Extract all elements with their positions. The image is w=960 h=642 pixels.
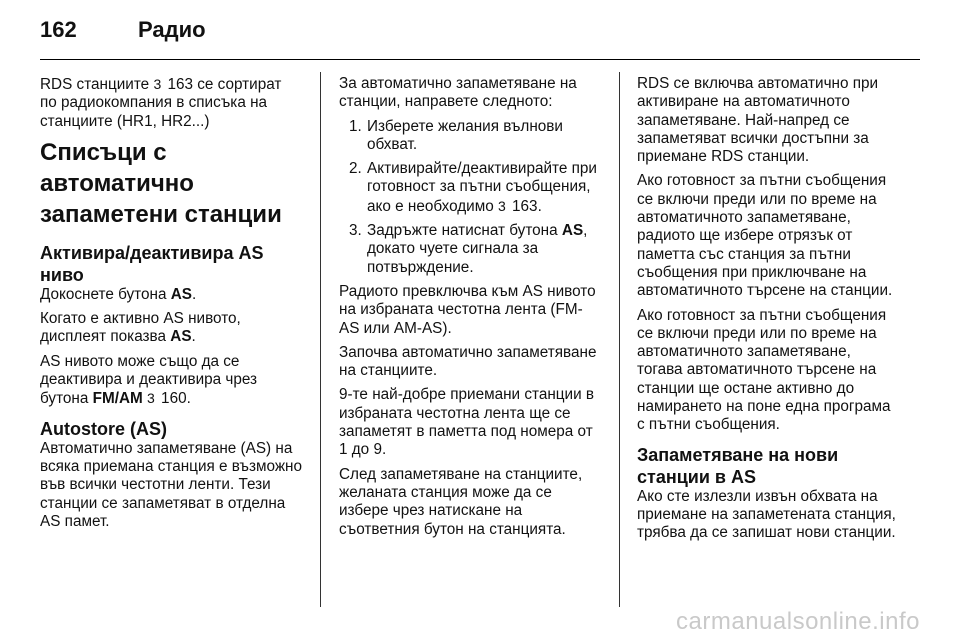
page-reference-icon: 3 (153, 76, 162, 92)
paragraph (339, 283, 601, 338)
text-run: AS нивото може също да се деактивира и деактивира чрез бутона (40, 352, 258, 408)
list-item-number: 2. (349, 160, 362, 178)
watermark-text: carmanualsonline.info (676, 608, 920, 635)
paragraph (339, 75, 601, 112)
button-label: FM/AM (92, 390, 143, 408)
text-run: Започва автоматично запаметяване на станциите. (339, 343, 597, 380)
text-run: 163. (507, 197, 542, 215)
subsection-heading: Активира/деактивира AS ниво (40, 242, 264, 285)
paragraph (40, 440, 302, 531)
text-run: , докато чуете сигнала за потвърждение. (367, 222, 588, 276)
text-run: Автоматично запаметяване (AS) на всяка приемана станция е възможно във всички честотни ленти. Тези станции се запаметяват в отделна AS памет. (40, 439, 303, 530)
text-column-2 (339, 75, 601, 545)
list-item-number: 1. (349, 117, 362, 135)
text-run: Радиото превключва към AS нивото на избраната честотна лента (FM-AS или AM-AS). (339, 282, 596, 337)
text-column-3 (637, 75, 899, 549)
text-run: RDS станциите (40, 76, 154, 93)
text-run: . (191, 285, 197, 303)
text-run: Докоснете бутона (40, 285, 171, 303)
list-item (339, 222, 601, 277)
paragraph (637, 488, 899, 543)
subsection-heading: Autostore (AS) (40, 418, 167, 439)
text-run: Ако сте излезли извън обхвата на приемане на запаметената станция, трябва да се запишат нови станции. (637, 487, 896, 542)
paragraph (339, 344, 601, 381)
page-reference-icon: 3 (147, 390, 155, 407)
column-divider (320, 72, 321, 607)
text-run: За автоматично запаметяване на станции, направете следното: (339, 75, 577, 111)
list-item-number: 3. (349, 222, 362, 240)
text-run: Когато е активно AS нивото, дисплеят показва (40, 310, 241, 346)
paragraph (339, 466, 601, 539)
page-reference-icon: 3 (498, 197, 506, 214)
subsection-heading: Запаметяване на нови станции в AS (637, 444, 839, 487)
paragraph (339, 386, 601, 459)
list-item (339, 118, 601, 155)
text-run: . (191, 328, 196, 346)
section-heading: Списъци с автоматично запаметени станции (40, 138, 282, 228)
paragraph (40, 353, 302, 409)
paragraph (40, 310, 302, 347)
paragraph (637, 172, 899, 300)
text-run: Изберете желания вълнови обхват. (367, 117, 563, 153)
button-label: AS (170, 285, 192, 303)
text-run: След запаметяване на станциите, желаната станция може да се избере чрез натискане на съответния бутон на станцията. (339, 465, 583, 538)
section-title: Радио (138, 17, 206, 42)
text-run: 160. (156, 390, 191, 408)
page-header (40, 14, 206, 46)
list-item (339, 160, 601, 216)
page-number: 162 (40, 17, 77, 42)
column-divider (619, 72, 620, 607)
text-run: 9-те най-добре приемани станции в избраната честотна лента ще се запаметят в паметта под номера от 1 до 9. (339, 386, 595, 459)
text-run: Ако готовност за пътни съобщения се включи преди или по време на автоматичното запаметяване, радиото ще избере отрязък от паметта със станция за пътни съобщения при приключване на автоматичното търсене на станции. (637, 172, 893, 300)
header-rule (40, 59, 920, 60)
numbered-list (339, 118, 601, 277)
paragraph (40, 75, 302, 131)
text-column-1 (40, 75, 302, 537)
text-run: Активирайте/деактивирайте при готовност за пътни съобщения, ако е необходимо (367, 160, 597, 215)
paragraph (637, 75, 899, 166)
text-run: 163 се сортират по радиокомпания в списъка на станциите (HR1, HR2...) (40, 76, 282, 130)
text-run: Ако готовност за пътни съобщения се включи преди или по време на автоматичното запаметяване, тогава автоматичното търсене на станции ще остане активно до намирането на поне една програма с пътни съобщения. (637, 306, 891, 434)
text-run: RDS се включва автоматично при активиране на автоматичното запаметяване. Най-напред се запаметяват всички достъпни за приемане RDS станции. (637, 75, 879, 166)
paragraph (40, 286, 302, 304)
button-label: AS (561, 222, 584, 240)
text-run: Задръжте натиснат бутона (367, 222, 562, 240)
paragraph (637, 307, 899, 435)
button-label: AS (170, 328, 192, 346)
